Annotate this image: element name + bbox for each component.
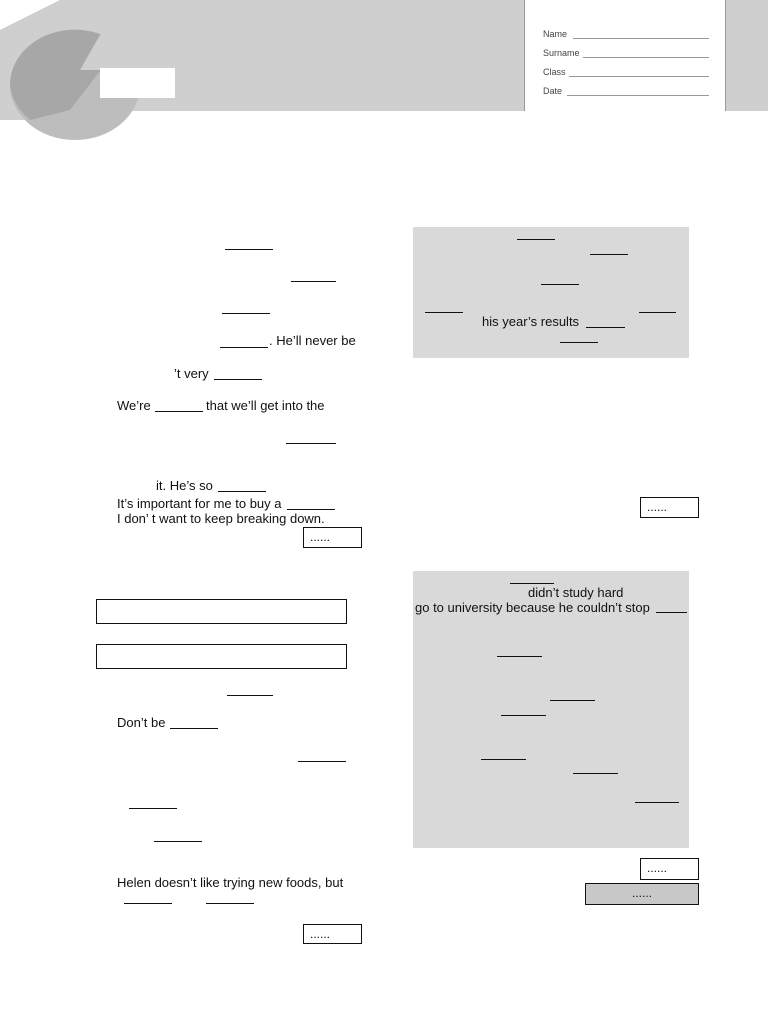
total-score-box[interactable]: ...... xyxy=(585,883,699,905)
student-info-card xyxy=(524,0,726,111)
answer-blank[interactable] xyxy=(222,313,270,314)
answer-blank[interactable] xyxy=(425,312,463,313)
answer-blank[interactable] xyxy=(635,802,679,803)
answer-blank[interactable] xyxy=(155,411,203,412)
answer-blank[interactable] xyxy=(590,254,628,255)
answer-blank[interactable] xyxy=(497,656,542,657)
answer-blank[interactable] xyxy=(510,583,554,584)
class-field[interactable]: Class xyxy=(543,67,711,77)
exercise-sentence: Don’t be xyxy=(117,715,166,730)
exercise-sentence: didn’t study hard xyxy=(528,585,624,600)
name-field[interactable]: Name xyxy=(543,29,711,39)
score-box[interactable]: ...... xyxy=(303,924,362,944)
exercise-sentence: . He’ll never be xyxy=(269,333,356,348)
answer-blank[interactable] xyxy=(560,342,598,343)
answer-blank[interactable] xyxy=(227,695,273,696)
answer-blank[interactable] xyxy=(517,239,555,240)
name-line xyxy=(573,38,709,39)
answer-blank[interactable] xyxy=(220,347,268,348)
surname-line xyxy=(583,57,709,58)
answer-input-box[interactable] xyxy=(96,599,347,624)
answer-blank[interactable] xyxy=(573,773,618,774)
date-line xyxy=(567,95,709,96)
class-line xyxy=(569,76,709,77)
exercise-sentence: it. He’s so xyxy=(156,478,213,493)
answer-blank[interactable] xyxy=(586,327,625,328)
exercise-sentence: It’s important for me to buy a xyxy=(117,496,282,511)
answer-blank[interactable] xyxy=(170,728,218,729)
answer-blank[interactable] xyxy=(298,761,346,762)
answer-blank[interactable] xyxy=(225,249,273,250)
answer-blank[interactable] xyxy=(286,443,336,444)
score-box[interactable]: ...... xyxy=(303,527,362,548)
exercise-sentence: Helen doesn’t like trying new foods, but xyxy=(117,875,344,890)
date-field[interactable]: Date xyxy=(543,86,711,96)
answer-blank[interactable] xyxy=(218,491,266,492)
exercise-sentence: that we’ll get into the xyxy=(206,398,325,413)
answer-blank[interactable] xyxy=(656,612,687,613)
answer-blank[interactable] xyxy=(206,903,254,904)
exercise-sentence: I don’ t want to keep breaking down. xyxy=(117,511,325,526)
answer-input-box[interactable] xyxy=(96,644,347,669)
answer-blank[interactable] xyxy=(501,715,546,716)
exercise-sentence: his year’s results xyxy=(482,314,580,329)
publisher-logo xyxy=(0,0,175,140)
exercise-sentence: We’re xyxy=(117,398,151,413)
surname-field[interactable]: Surname xyxy=(543,48,711,58)
answer-blank[interactable] xyxy=(124,903,172,904)
score-box[interactable]: ...... xyxy=(640,497,699,518)
answer-blank[interactable] xyxy=(154,841,202,842)
answer-blank[interactable] xyxy=(541,284,579,285)
answer-blank[interactable] xyxy=(129,808,177,809)
answer-blank[interactable] xyxy=(214,379,262,380)
exercise-sentence: go to university because he couldn’t stop xyxy=(415,600,650,615)
exercise-sentence: ’t very xyxy=(174,366,209,381)
score-box[interactable]: ...... xyxy=(640,858,699,880)
word-bank-box xyxy=(413,227,689,358)
answer-blank[interactable] xyxy=(287,509,335,510)
answer-blank[interactable] xyxy=(291,281,336,282)
answer-blank[interactable] xyxy=(639,312,676,313)
answer-blank[interactable] xyxy=(550,700,595,701)
answer-blank[interactable] xyxy=(481,759,526,760)
